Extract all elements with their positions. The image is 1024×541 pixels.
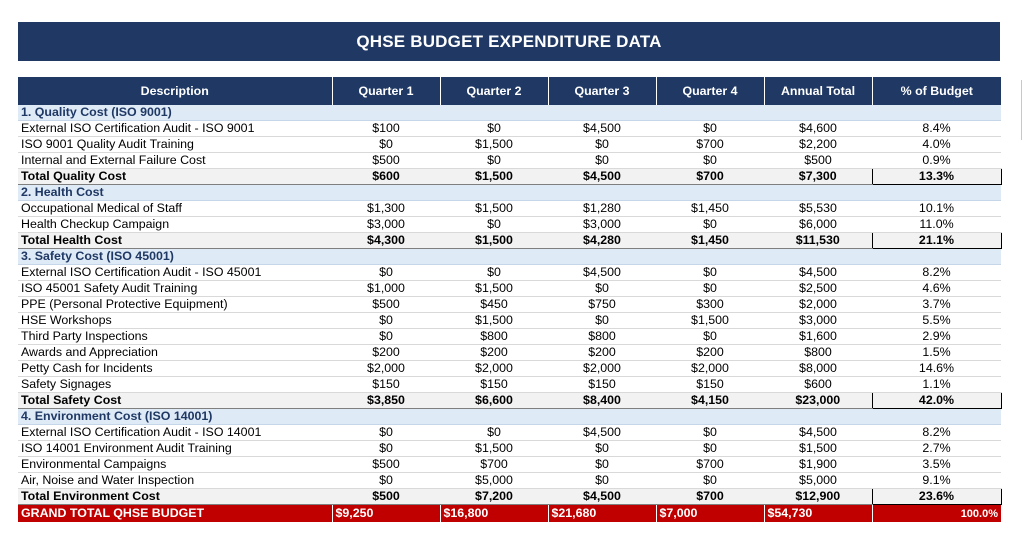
table-quarter-3-cell: $2,000	[548, 361, 656, 377]
table-quarter-3-cell: $0	[548, 137, 656, 153]
section-total-quarter-2-cell: $6,600	[440, 393, 548, 409]
table-quarter-3-cell: $3,000	[548, 217, 656, 233]
section-total-quarter-2-cell: $1,500	[440, 233, 548, 249]
section-total-description-cell: Total Environment Cost	[18, 489, 332, 505]
table-percent-of-budget-cell: 4.6%	[872, 281, 1001, 297]
table-description-cell: External ISO Certification Audit - ISO 9001	[18, 121, 332, 137]
table-quarter-3-cell: $0	[548, 441, 656, 457]
table-row	[18, 265, 1001, 281]
section-heading: 2. Health Cost	[18, 185, 1001, 201]
section-total-row	[18, 233, 1001, 249]
table-percent-of-budget-cell: 14.6%	[872, 361, 1001, 377]
table-annual-total-cell: $2,500	[764, 281, 872, 297]
table-quarter-3-cell: $800	[548, 329, 656, 345]
table-percent-of-budget-cell: 2.9%	[872, 329, 1001, 345]
section-total-quarter-4-cell: $4,150	[656, 393, 764, 409]
table-quarter-2-cell: $1,500	[440, 441, 548, 457]
section-total-quarter-3-cell: $4,280	[548, 233, 656, 249]
table-quarter-4-cell: $0	[656, 153, 764, 169]
section-heading: 1. Quality Cost (ISO 9001)	[18, 105, 1001, 121]
table-percent-of-budget-cell: 10.1%	[872, 201, 1001, 217]
table-row	[18, 313, 1001, 329]
table-description-cell: Occupational Medical of Staff	[18, 201, 332, 217]
section-total-annual-total-cell: $11,530	[764, 233, 872, 249]
table-quarter-4-cell: $1,450	[656, 201, 764, 217]
table-quarter-3-cell: $150	[548, 377, 656, 393]
section-heading-row	[18, 409, 1001, 425]
section-total-quarter-3-cell: $4,500	[548, 169, 656, 185]
budget-table	[18, 77, 1002, 522]
table-quarter-1-cell: $0	[332, 473, 440, 489]
table-quarter-4-cell: $700	[656, 137, 764, 153]
section-heading-row	[18, 185, 1001, 201]
table-quarter-4-cell: $0	[656, 329, 764, 345]
section-total-description-cell: Total Safety Cost	[18, 393, 332, 409]
table-quarter-2-cell: $150	[440, 377, 548, 393]
table-annual-total-cell: $2,200	[764, 137, 872, 153]
table-annual-total-cell: $6,000	[764, 217, 872, 233]
section-total-percent-of-budget-cell: 23.6%	[872, 489, 1001, 505]
table-quarter-1-cell: $500	[332, 457, 440, 473]
table-annual-total-cell: $1,500	[764, 441, 872, 457]
table-quarter-4-cell: $2,000	[656, 361, 764, 377]
table-percent-of-budget-cell: 9.1%	[872, 473, 1001, 489]
table-description-cell: Safety Signages	[18, 377, 332, 393]
grand-total-annual-total-cell: $54,730	[764, 505, 872, 523]
table-description-cell: HSE Workshops	[18, 313, 332, 329]
table-quarter-4-cell: $0	[656, 281, 764, 297]
table-quarter-1-cell: $150	[332, 377, 440, 393]
table-row	[18, 217, 1001, 233]
section-total-quarter-3-cell: $4,500	[548, 489, 656, 505]
table-description-cell: Petty Cash for Incidents	[18, 361, 332, 377]
table-description-cell: Air, Noise and Water Inspection	[18, 473, 332, 489]
table-description-cell: Environmental Campaigns	[18, 457, 332, 473]
table-quarter-3-cell: $4,500	[548, 425, 656, 441]
table-percent-of-budget-cell: 8.2%	[872, 265, 1001, 281]
section-total-percent-of-budget-cell: 21.1%	[872, 233, 1001, 249]
table-annual-total-cell: $4,500	[764, 265, 872, 281]
section-total-annual-total-cell: $23,000	[764, 393, 872, 409]
table-row	[18, 377, 1001, 393]
table-quarter-2-cell: $450	[440, 297, 548, 313]
table-quarter-1-cell: $0	[332, 313, 440, 329]
table-row	[18, 281, 1001, 297]
table-row	[18, 137, 1001, 153]
table-row	[18, 329, 1001, 345]
table-annual-total-cell: $2,000	[764, 297, 872, 313]
table-row	[18, 153, 1001, 169]
column-header-quarter-2: Quarter 2	[440, 77, 548, 105]
table-quarter-2-cell: $1,500	[440, 137, 548, 153]
table-percent-of-budget-cell: 4.0%	[872, 137, 1001, 153]
grand-total-row	[18, 505, 1001, 523]
table-quarter-3-cell: $4,500	[548, 265, 656, 281]
table-quarter-2-cell: $0	[440, 153, 548, 169]
section-total-description-cell: Total Health Cost	[18, 233, 332, 249]
column-header-annual-total: Annual Total	[764, 77, 872, 105]
column-header-description: Description	[18, 77, 332, 105]
section-total-percent-of-budget-cell: 13.3%	[872, 169, 1001, 185]
table-body	[18, 105, 1001, 522]
table-quarter-2-cell: $800	[440, 329, 548, 345]
table-row	[18, 201, 1001, 217]
table-quarter-3-cell: $0	[548, 281, 656, 297]
table-quarter-2-cell: $0	[440, 425, 548, 441]
table-percent-of-budget-cell: 1.5%	[872, 345, 1001, 361]
table-description-cell: PPE (Personal Protective Equipment)	[18, 297, 332, 313]
section-total-description-cell: Total Quality Cost	[18, 169, 332, 185]
table-quarter-3-cell: $750	[548, 297, 656, 313]
section-heading: 3. Safety Cost (ISO 45001)	[18, 249, 1001, 265]
table-row	[18, 473, 1001, 489]
section-total-quarter-2-cell: $7,200	[440, 489, 548, 505]
table-quarter-2-cell: $5,000	[440, 473, 548, 489]
column-header-quarter-3: Quarter 3	[548, 77, 656, 105]
table-percent-of-budget-cell: 3.7%	[872, 297, 1001, 313]
table-quarter-4-cell: $300	[656, 297, 764, 313]
table-quarter-2-cell: $700	[440, 457, 548, 473]
table-description-cell: Third Party Inspections	[18, 329, 332, 345]
column-header-percent-of-budget: % of Budget	[872, 77, 1001, 105]
table-description-cell: External ISO Certification Audit - ISO 45001	[18, 265, 332, 281]
column-header-quarter-4: Quarter 4	[656, 77, 764, 105]
table-quarter-1-cell: $100	[332, 121, 440, 137]
table-quarter-1-cell: $200	[332, 345, 440, 361]
table-quarter-2-cell: $1,500	[440, 281, 548, 297]
table-quarter-4-cell: $0	[656, 121, 764, 137]
section-heading-row	[18, 105, 1001, 121]
section-total-quarter-4-cell: $700	[656, 489, 764, 505]
table-quarter-1-cell: $0	[332, 441, 440, 457]
table-quarter-1-cell: $0	[332, 425, 440, 441]
table-percent-of-budget-cell: 5.5%	[872, 313, 1001, 329]
table-quarter-4-cell: $150	[656, 377, 764, 393]
table-annual-total-cell: $1,600	[764, 329, 872, 345]
table-quarter-2-cell: $0	[440, 265, 548, 281]
table-percent-of-budget-cell: 11.0%	[872, 217, 1001, 233]
table-annual-total-cell: $1,900	[764, 457, 872, 473]
grand-total-quarter-2-cell: $16,800	[440, 505, 548, 523]
grand-total-description-cell: GRAND TOTAL QHSE BUDGET	[18, 505, 332, 523]
table-quarter-1-cell: $0	[332, 329, 440, 345]
table-annual-total-cell: $800	[764, 345, 872, 361]
grand-total-quarter-4-cell: $7,000	[656, 505, 764, 523]
section-total-quarter-1-cell: $600	[332, 169, 440, 185]
table-annual-total-cell: $5,530	[764, 201, 872, 217]
section-total-percent-of-budget-cell: 42.0%	[872, 393, 1001, 409]
grand-total-quarter-3-cell: $21,680	[548, 505, 656, 523]
table-row	[18, 441, 1001, 457]
table-quarter-4-cell: $700	[656, 457, 764, 473]
table-percent-of-budget-cell: 0.9%	[872, 153, 1001, 169]
table-header-row	[18, 77, 1001, 105]
table-quarter-1-cell: $2,000	[332, 361, 440, 377]
table-quarter-3-cell: $0	[548, 473, 656, 489]
section-total-annual-total-cell: $7,300	[764, 169, 872, 185]
section-total-quarter-1-cell: $500	[332, 489, 440, 505]
section-total-quarter-4-cell: $1,450	[656, 233, 764, 249]
table-quarter-1-cell: $3,000	[332, 217, 440, 233]
section-heading: 4. Environment Cost (ISO 14001)	[18, 409, 1001, 425]
table-quarter-4-cell: $0	[656, 441, 764, 457]
section-total-quarter-4-cell: $700	[656, 169, 764, 185]
table-quarter-4-cell: $0	[656, 265, 764, 281]
table-percent-of-budget-cell: 1.1%	[872, 377, 1001, 393]
table-annual-total-cell: $4,600	[764, 121, 872, 137]
table-quarter-2-cell: $0	[440, 217, 548, 233]
table-quarter-4-cell: $200	[656, 345, 764, 361]
table-quarter-4-cell: $1,500	[656, 313, 764, 329]
table-description-cell: External ISO Certification Audit - ISO 14001	[18, 425, 332, 441]
table-description-cell: ISO 9001 Quality Audit Training	[18, 137, 332, 153]
table-quarter-1-cell: $500	[332, 153, 440, 169]
table-quarter-2-cell: $0	[440, 121, 548, 137]
table-quarter-2-cell: $1,500	[440, 201, 548, 217]
page-title: QHSE BUDGET EXPENDITURE DATA	[18, 22, 1000, 61]
table-percent-of-budget-cell: 8.4%	[872, 121, 1001, 137]
table-quarter-3-cell: $0	[548, 457, 656, 473]
section-total-quarter-1-cell: $3,850	[332, 393, 440, 409]
table-quarter-3-cell: $0	[548, 313, 656, 329]
table-quarter-2-cell: $200	[440, 345, 548, 361]
table-description-cell: Internal and External Failure Cost	[18, 153, 332, 169]
table-percent-of-budget-cell: 3.5%	[872, 457, 1001, 473]
table-quarter-1-cell: $1,300	[332, 201, 440, 217]
section-total-quarter-3-cell: $8,400	[548, 393, 656, 409]
table-percent-of-budget-cell: 2.7%	[872, 441, 1001, 457]
table-annual-total-cell: $5,000	[764, 473, 872, 489]
table-quarter-2-cell: $2,000	[440, 361, 548, 377]
section-total-row	[18, 393, 1001, 409]
table-quarter-3-cell: $0	[548, 153, 656, 169]
table-quarter-1-cell: $0	[332, 265, 440, 281]
table-row	[18, 425, 1001, 441]
table-annual-total-cell: $8,000	[764, 361, 872, 377]
table-annual-total-cell: $3,000	[764, 313, 872, 329]
table-annual-total-cell: $4,500	[764, 425, 872, 441]
table-quarter-3-cell: $1,280	[548, 201, 656, 217]
section-heading-row	[18, 249, 1001, 265]
table-quarter-4-cell: $0	[656, 425, 764, 441]
table-row	[18, 361, 1001, 377]
table-quarter-1-cell: $0	[332, 137, 440, 153]
section-total-row	[18, 169, 1001, 185]
table-row	[18, 121, 1001, 137]
section-total-quarter-1-cell: $4,300	[332, 233, 440, 249]
table-row	[18, 297, 1001, 313]
table-quarter-1-cell: $500	[332, 297, 440, 313]
table-quarter-4-cell: $0	[656, 217, 764, 233]
section-total-quarter-2-cell: $1,500	[440, 169, 548, 185]
table-quarter-4-cell: $0	[656, 473, 764, 489]
section-total-annual-total-cell: $12,900	[764, 489, 872, 505]
table-description-cell: ISO 14001 Environment Audit Training	[18, 441, 332, 457]
table-annual-total-cell: $500	[764, 153, 872, 169]
section-total-row	[18, 489, 1001, 505]
column-header-quarter-1: Quarter 1	[332, 77, 440, 105]
table-description-cell: Awards and Appreciation	[18, 345, 332, 361]
table-percent-of-budget-cell: 8.2%	[872, 425, 1001, 441]
table-annual-total-cell: $600	[764, 377, 872, 393]
grand-total-quarter-1-cell: $9,250	[332, 505, 440, 523]
table-quarter-2-cell: $1,500	[440, 313, 548, 329]
table-row	[18, 457, 1001, 473]
table-description-cell: Health Checkup Campaign	[18, 217, 332, 233]
table-quarter-3-cell: $4,500	[548, 121, 656, 137]
table-row	[18, 345, 1001, 361]
table-description-cell: ISO 45001 Safety Audit Training	[18, 281, 332, 297]
table-quarter-1-cell: $1,000	[332, 281, 440, 297]
grand-total-percent-of-budget-cell: 100.0%	[872, 505, 1001, 523]
table-quarter-3-cell: $200	[548, 345, 656, 361]
